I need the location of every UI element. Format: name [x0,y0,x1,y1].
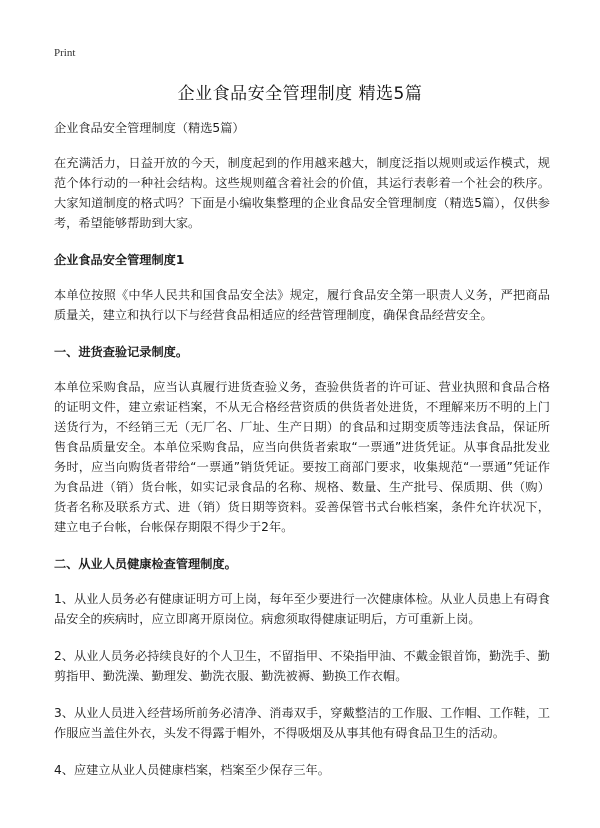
part1-paragraph: 本单位采购食品，应当认真履行进货查验义务，查验供货者的许可证、营业执照和食品合格的证明文件，建立索证档案，不从无合格经营资质的供货者处进货，不理解来历不明的上门送货行为，不经销三无（无厂名、厂址、生产日期）的食品和过期变质等违法食品，保证所售食品质量安全。本单位采购食品，应当向供货者索取“一票通”进货凭证。从事食品批发业务时，应当向购货者带给“一票通”销货凭证。要按工商部门要求，收集规范“一票通”凭证作为食品进（销）货台帐，如实记录食品的名称、规格、数量、生产批号、保质期、供（购）货者名称及联系方式、进（销）货日期等资料。妥善保管书式台帐档案，条件允许状况下，建立电子台帐，台帐保存期限不得少于2年。 [54,380,550,534]
part1-heading: 一、进货查验记录制度。 [54,345,189,359]
part2-heading: 二、从业人员健康检查管理制度。 [54,557,237,571]
document-body [54,118,550,797]
list-item: 2、从业人员务必持续良好的个人卫生，不留指甲、不染指甲油、不戴金银首饰，勤洗手、勤剪指甲、勤洗澡、勤理发、勤洗衣服、勤洗被褥、勤换工作衣帽。 [54,649,550,683]
section-intro-paragraph: 本单位按照《中华人民共和国食品安全法》规定，履行食品安全第一职责人义务，严把商品质量关，建立和执行以下与经营食品相适应的经营管理制度，确保食品经营安全。 [54,288,550,322]
list-item: 1、从业人员务必有健康证明方可上岗，每年至少要进行一次健康体检。从业人员患上有碍食品安全的疾病时，应立即离开原岗位。病愈须取得健康证明后，方可重新上岗。 [54,592,550,626]
document-subtitle: 企业食品安全管理制度（精选5篇） [54,121,245,135]
list-item: 3、从业人员进入经营场所前务必清净、消毒双手，穿戴整洁的工作服、工作帽、工作鞋，工作服应当盖住外衣，头发不得露于帽外，不得吸烟及从事其他有碍食品卫生的活动。 [54,706,550,740]
list-item: 4、应建立从业人员健康档案，档案至少保存三年。 [54,763,330,777]
document-title: 企业食品安全管理制度 精选5篇 [177,84,423,104]
section-heading: 企业食品安全管理制度1 [54,253,185,267]
print-label: Print [54,47,76,59]
intro-paragraph: 在充满活力，日益开放的今天，制度起到的作用越来越大，制度泛指以规则或运作模式，规范个体行动的一种社会结构。这些规则蕴含着社会的价值，其运行表彰着一个社会的秩序。大家知道制度的格式吗？下面是小编收集整理的企业食品安全管理制度（精选5篇），仅供参考，希望能够帮助到大家。 [54,156,550,230]
